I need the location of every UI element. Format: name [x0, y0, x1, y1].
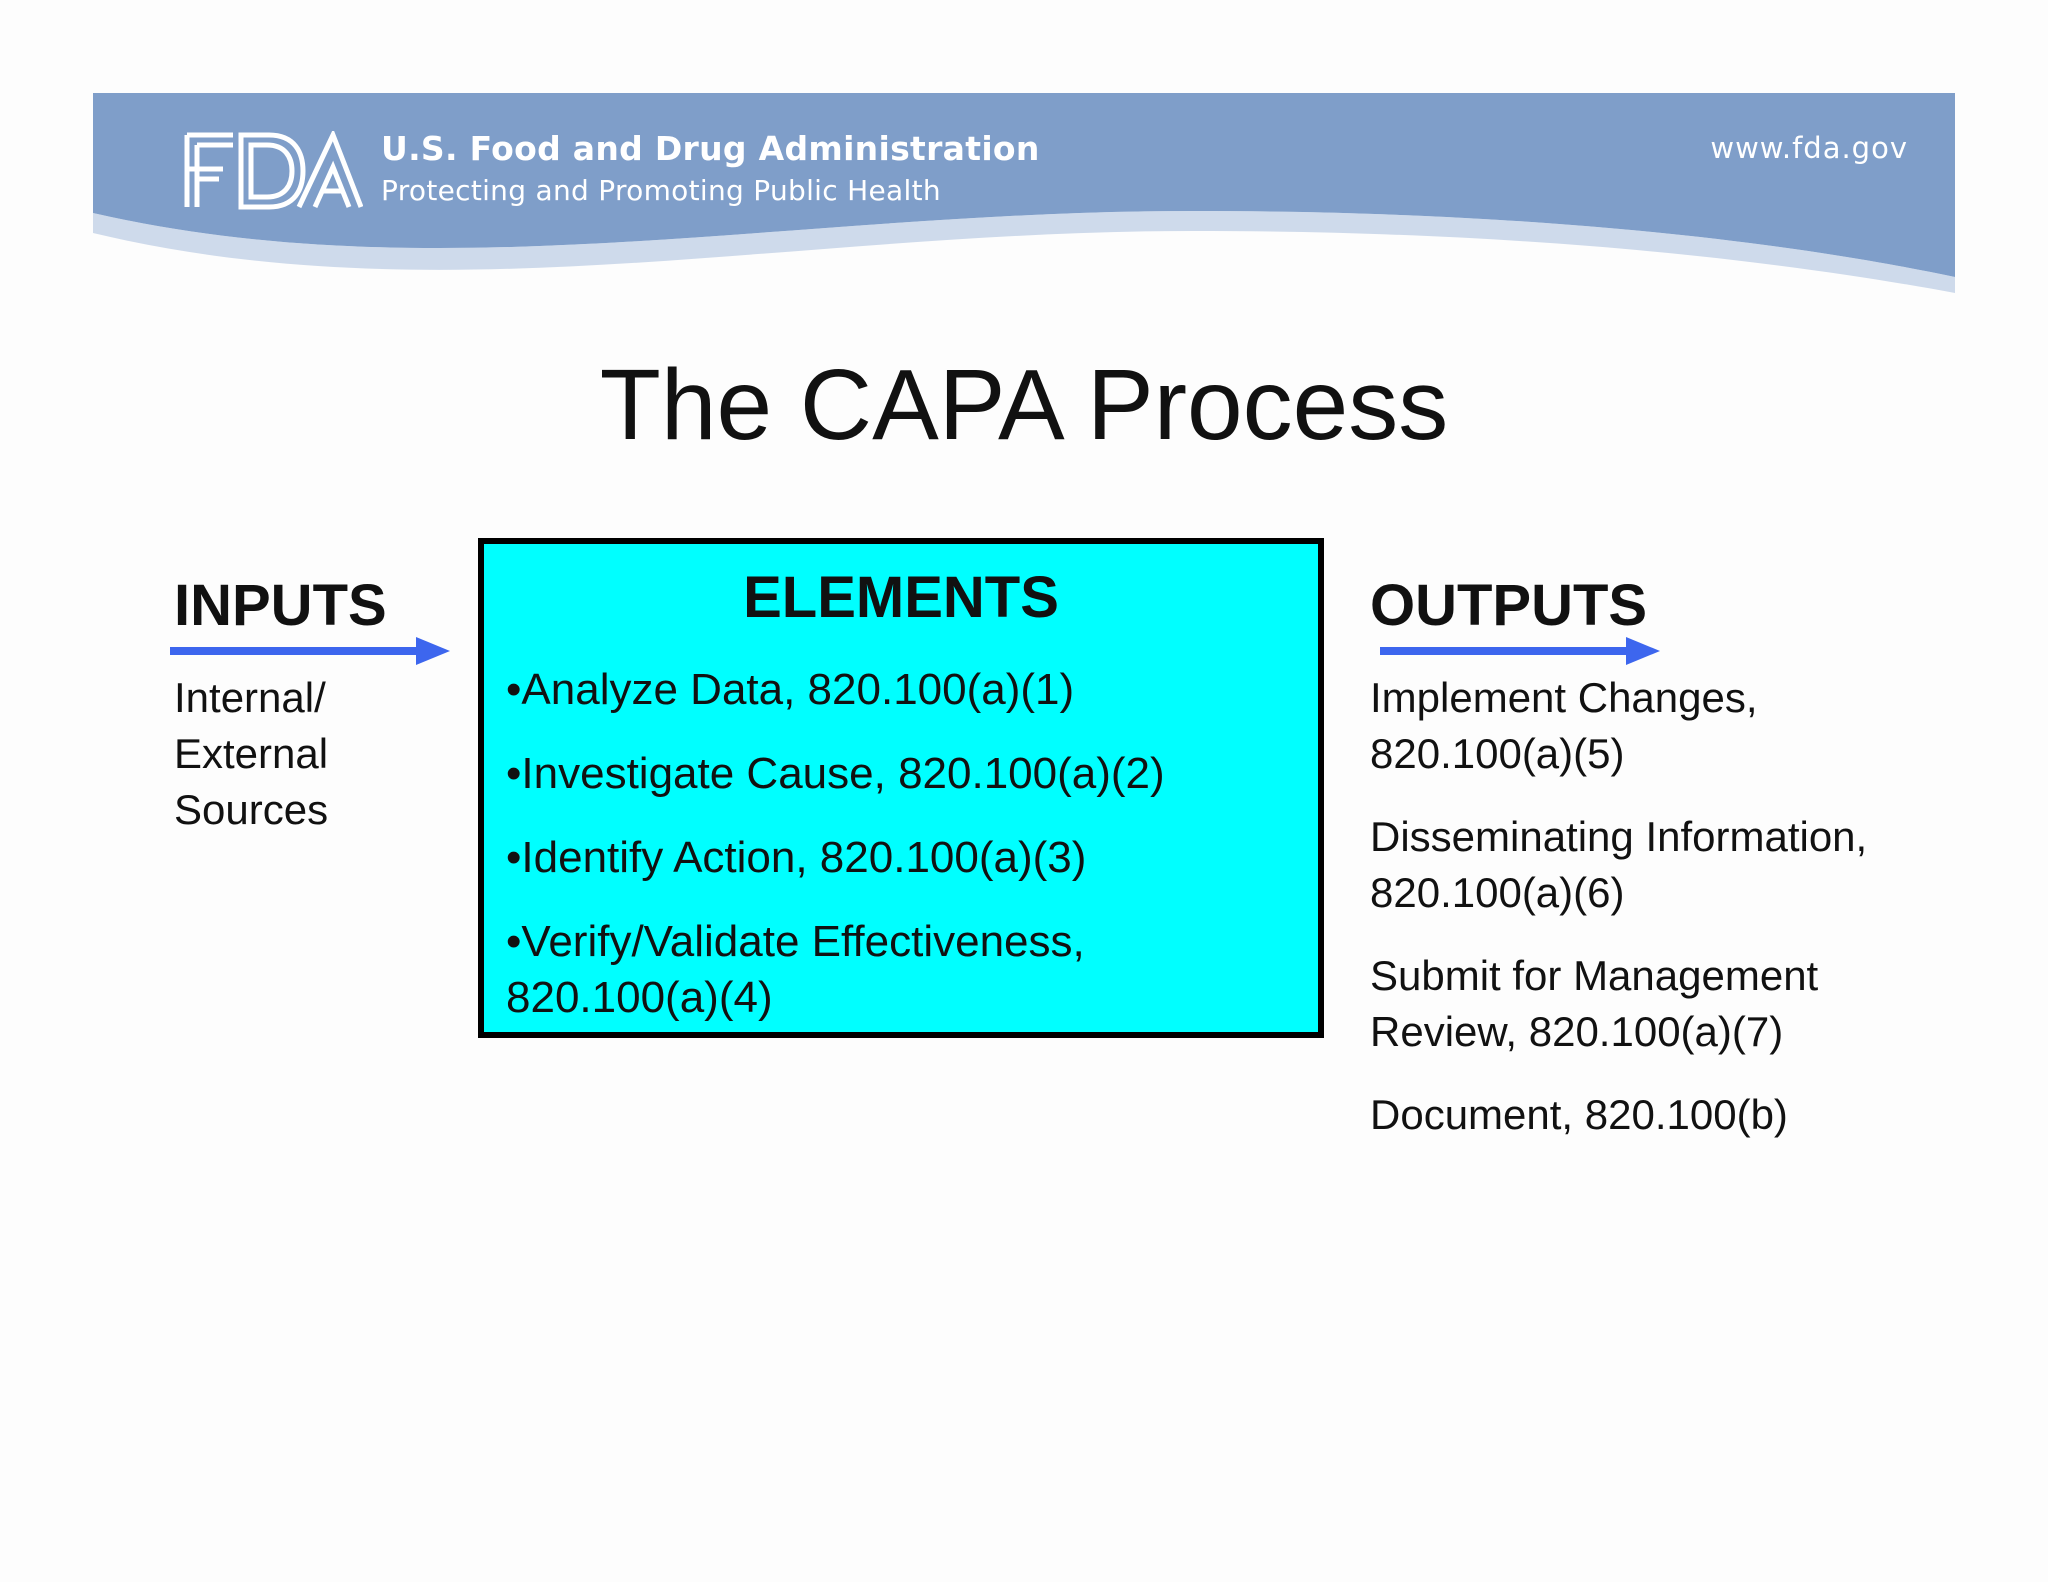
elements-box [478, 538, 1324, 1038]
output-item-line: Disseminating Information, [1370, 813, 1868, 860]
slide-title: The CAPA Process [599, 349, 1449, 461]
elements-list [506, 662, 1306, 1054]
site-url[interactable]: www.fda.gov [1710, 131, 1908, 165]
output-item-line: 820.100(a)(6) [1370, 869, 1625, 916]
inputs-line: Internal/ [174, 674, 326, 721]
output-item [1370, 809, 2030, 921]
output-item-line: 820.100(a)(5) [1370, 730, 1625, 777]
element-item-line: •Verify/Validate Effectiveness, [506, 917, 1085, 966]
inputs-sources [174, 670, 474, 838]
output-item-line: Submit for Management [1370, 952, 1819, 999]
outputs-arrow [1378, 636, 1662, 666]
inputs-arrow [168, 636, 452, 666]
output-item [1370, 1087, 2030, 1143]
agency-tagline: Protecting and Promoting Public Health [381, 174, 941, 207]
element-item: •Investigate Cause, 820.100(a)(2) [506, 749, 1165, 798]
output-item-line: Document, 820.100(b) [1370, 1091, 1788, 1138]
inputs-heading: INPUTS [174, 573, 387, 638]
agency-block [381, 129, 1040, 207]
inputs-line: Sources [174, 786, 329, 833]
outputs-list [1370, 670, 2030, 1170]
inputs-heading-block [174, 572, 474, 640]
elements-heading: ELEMENTS [743, 565, 1059, 630]
header-banner [93, 93, 1955, 293]
outputs-heading: OUTPUTS [1370, 573, 1648, 638]
output-item [1370, 670, 2030, 782]
outputs-heading-block [1370, 572, 1647, 640]
element-item-line: 820.100(a)(4) [506, 973, 773, 1022]
element-item: •Identify Action, 820.100(a)(3) [506, 833, 1087, 882]
element-item [506, 914, 1306, 1026]
fda-logo [183, 131, 363, 211]
output-item-line: Implement Changes, [1370, 674, 1758, 721]
element-item: •Analyze Data, 820.100(a)(1) [506, 665, 1075, 714]
output-item-line: Review, 820.100(a)(7) [1370, 1008, 1784, 1055]
output-item [1370, 948, 2030, 1060]
agency-name: U.S. Food and Drug Administration [381, 129, 1040, 168]
inputs-line: External [174, 730, 329, 777]
